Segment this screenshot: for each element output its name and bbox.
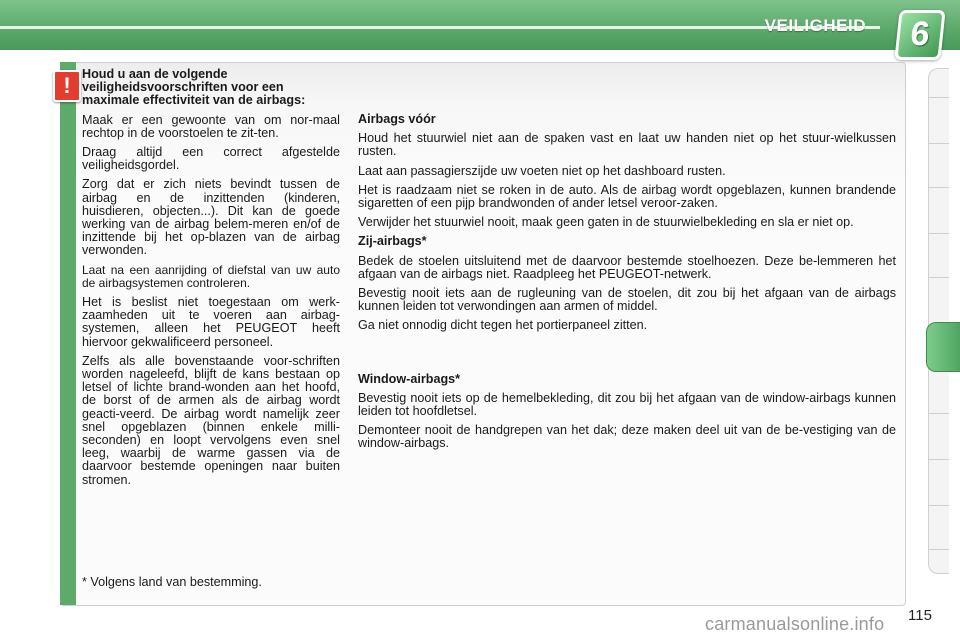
side-airbags-paragraph: Bevestig nooit iets aan de rugleuning van de stoelen, dit zou bij het afgaan van de airbags kunnen leiden tot verwondingen aan armen of middel. — [358, 286, 896, 314]
warning-paragraph: Zelfs als alle bovenstaande voor-schriften worden nageleefd, blijft de kans bestaan op letsel of lichte brand-wonden aan het hoofd, de borst of de armen als de airbag wordt geacti-veerd. De airbag wordt namelijk zeer snel opgeblazen (binnen enkele milli-seconden) en loopt vervolgens even snel leeg, waarbij de warme gassen via de daarvoor bestemde openingen naar buiten stromen. — [82, 353, 340, 487]
front-airbags-paragraph: Het is raadzaam niet se roken in de auto. Als de airbag wordt opgeblazen, kunnen brandende sigaretten of een pijp brandwonden of ander letsel veroor-zaken. — [358, 182, 896, 211]
warning-paragraph: Draag altijd een correct afgestelde veiligheidsgordel. — [82, 145, 340, 173]
chapter-tab-active[interactable] — [926, 322, 960, 372]
tab-divider — [929, 187, 949, 188]
warning-paragraph: Laat na een aanrijding of diefstal van uw auto de airbagsystemen controleren. — [82, 262, 340, 290]
tab-divider — [929, 233, 949, 234]
warning-paragraph: Het is beslist niet toegestaan om werk-zaamheden uit te voeren aan airbag-systemen, alleen het PEUGEOT heeft hiervoor gekwalificeerd personeel. — [82, 295, 340, 349]
tab-divider — [929, 277, 949, 278]
page-number: 115 — [908, 607, 932, 624]
tab-divider — [929, 143, 949, 144]
window-airbags-heading: Window-airbags* — [358, 371, 461, 386]
tab-divider — [929, 549, 949, 550]
header-band — [0, 0, 960, 50]
chapter-badge — [894, 10, 945, 60]
side-airbags-paragraph: Ga niet onnodig dicht tegen het portierpaneel zitten. — [358, 318, 648, 333]
front-airbags-paragraph: Houd het stuurwiel niet aan de spaken vast en laat uw handen niet op het stuur-wielkussen rusten. — [358, 131, 896, 159]
front-airbags-paragraph: Laat aan passagierszijde uw voeten niet op het dashboard rusten. — [358, 163, 726, 178]
side-airbags-heading: Zij-airbags* — [358, 234, 427, 249]
tab-divider — [929, 459, 949, 460]
airbag-instructions — [358, 113, 896, 457]
header-stripe — [0, 26, 880, 29]
chapter-number: 6 — [908, 15, 932, 53]
tab-divider — [929, 413, 949, 414]
warning-paragraph: Zorg dat er zich niets bevindt tussen de airbag en de inzittenden (kinderen, huisdieren, objecten...). Dit kan de goede werking van de airbag belem-meren en/of de inzittende bij het op-blazen van de airbag verwonden. — [82, 177, 340, 258]
front-airbags-heading: Airbags vóór — [358, 112, 436, 126]
front-airbags-paragraph: Verwijder het stuurwiel nooit, maak geen gaten in de stuurwielbekleding en sla er niet op. — [358, 215, 854, 230]
tab-divider — [929, 97, 949, 98]
warning-heading: Houd u aan de volgende veiligheidsvoorschriften voor een maximale effectiviteit van de airbags: — [82, 67, 306, 108]
exclamation-icon: ! — [53, 70, 81, 102]
side-airbags-paragraph: Bedek de stoelen uitsluitend met de daarvoor bestemde stoelhoezen. Deze be-lemmeren het afgaan van de airbags niet. Raadpleeg het PEUGEOT-netwerk. — [358, 253, 896, 281]
chapter-tab-rail — [928, 68, 949, 574]
window-airbags-paragraph: Bevestig nooit iets op de hemelbekleding, dit zou bij het afgaan van de window-airbags kunnen leiden tot hoofdletsel. — [358, 390, 896, 419]
watermark: carmanualsonline.info — [705, 614, 885, 634]
warning-side-bar — [60, 62, 76, 605]
window-airbags-paragraph: Demonteer nooit de handgrepen van het dak; deze maken deel uit van de be-vestiging van de window-airbags. — [358, 423, 896, 451]
footnote: * Volgens land van bestemming. — [82, 575, 262, 589]
tab-divider — [929, 505, 949, 506]
warning-block — [82, 68, 340, 493]
section-title: VEILIGHEID — [764, 16, 866, 35]
warning-paragraph: Maak er een gewoonte van om nor-maal rechtop in de voorstoelen te zit-ten. — [82, 112, 340, 140]
